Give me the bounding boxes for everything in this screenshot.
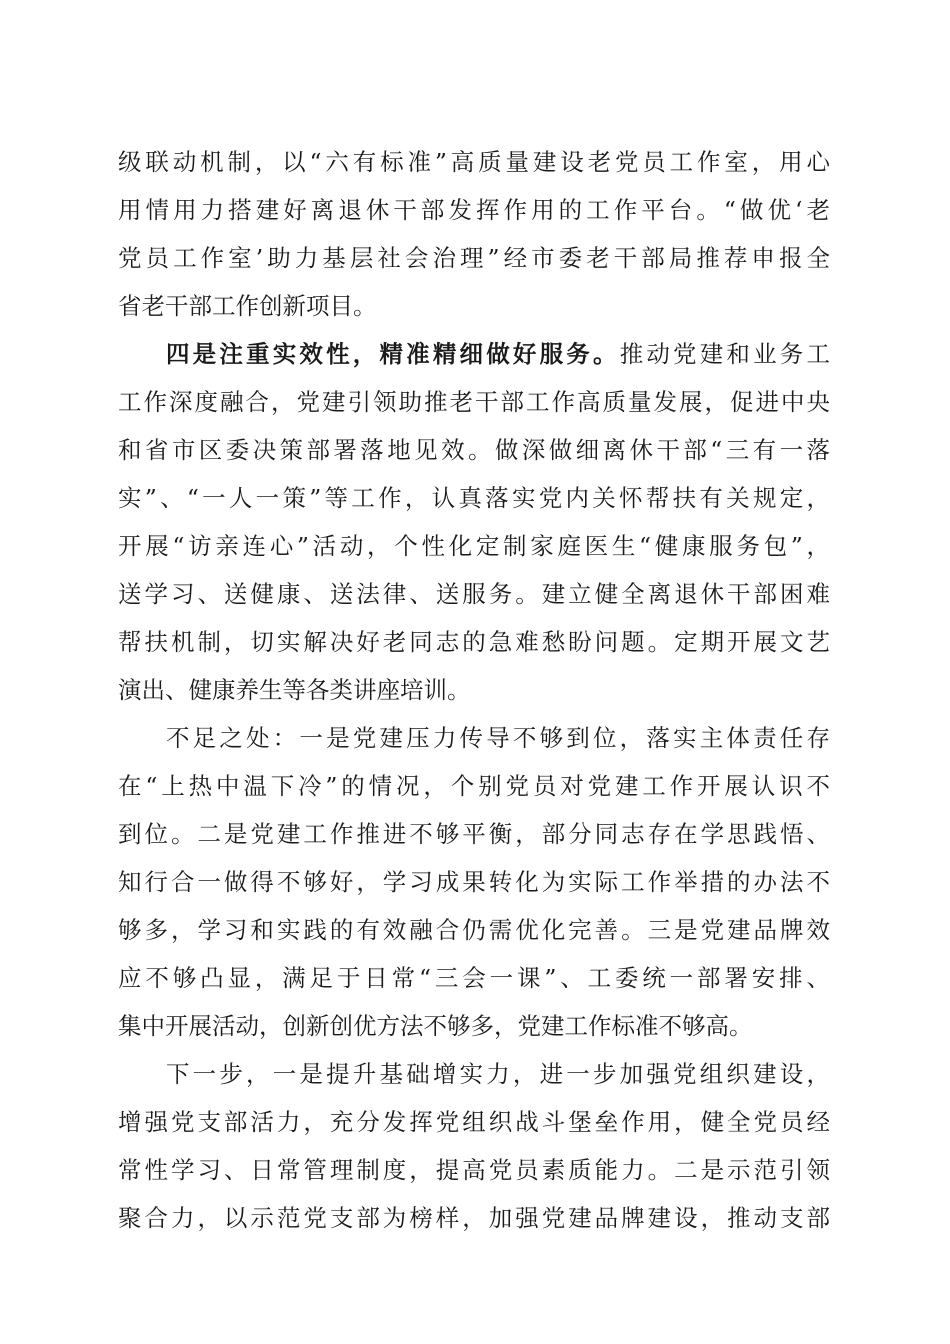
- paragraph-line: 帮扶机制，切实解决好老同志的急难愁盼问题。定期开展文艺: [118, 628, 830, 656]
- paragraph-line: 党员工作室’助力基层社会治理”经市委老干部局推荐申报全: [118, 244, 830, 272]
- point-four-heading: 四是注重实效性，精准精细做好服务。: [166, 340, 620, 368]
- paragraph-line: 级联动机制，以“六有标准”高质量建设老党员工作室，用心: [118, 148, 830, 176]
- paragraph-line: 聚合力，以示范党支部为榜样，加强党建品牌建设，推动支部: [118, 1204, 830, 1232]
- paragraph-line-next-steps: 下一步，一是提升基础增实力，进一步加强党组织建设，: [166, 1060, 830, 1088]
- point-four-text: 推动党建和业务工: [619, 340, 830, 368]
- paragraph-line: 和省市区委决策部署落地见效。做深做细离休干部“三有一落: [118, 436, 830, 464]
- paragraph-line: 工作深度融合，党建引领助推老干部工作高质量发展，促进中央: [118, 388, 830, 416]
- paragraph-line: 增强党支部活力，充分发挥党组织战斗堡垒作用，健全党员经: [118, 1108, 830, 1136]
- paragraph-line: 送学习、送健康、送法律、送服务。建立健全离退休干部困难: [118, 580, 830, 608]
- paragraph-line: 到位。二是党建工作推进不够平衡，部分同志存在学思践悟、: [118, 820, 830, 848]
- paragraph-line: 常性学习、日常管理制度，提高党员素质能力。二是示范引领: [118, 1156, 830, 1184]
- paragraph-line: 在“上热中温下冷”的情况，个别党员对党建工作开展认识不: [118, 772, 830, 800]
- paragraph-line: 集中开展活动，创新创优方法不够多，党建工作标准不够高。: [118, 1012, 753, 1040]
- paragraph-line: 用情用力搭建好离退休干部发挥作用的工作平台。“做优‘老: [118, 196, 830, 224]
- paragraph-line: 应不够凸显，满足于日常“三会一课”、工委统一部署安排、: [118, 964, 830, 992]
- paragraph-line-point-four: [166, 332, 830, 376]
- paragraph-line-shortcomings: 不足之处：一是党建压力传导不够到位，落实主体责任存: [166, 724, 830, 752]
- paragraph-line: 省老干部工作创新项目。: [118, 292, 377, 320]
- paragraph-line: 知行合一做得不够好，学习成果转化为实际工作举措的办法不: [118, 868, 830, 896]
- paragraph-line: 够多，学习和实践的有效融合仍需优化完善。三是党建品牌效: [118, 916, 830, 944]
- paragraph-line: 演出、健康养生等各类讲座培训。: [118, 676, 471, 704]
- paragraph-line: 实”、“一人一策”等工作，认真落实党内关怀帮扶有关规定，: [118, 484, 830, 512]
- paragraph-line: 开展“访亲连心”活动，个性化定制家庭医生“健康服务包”，: [118, 532, 830, 560]
